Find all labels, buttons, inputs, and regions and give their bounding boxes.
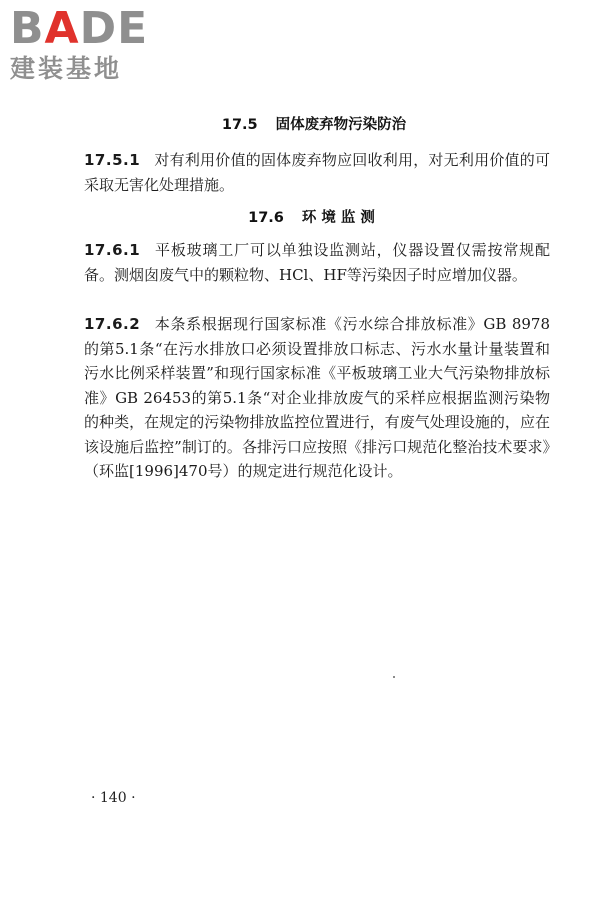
section-heading-17-6 (0, 206, 600, 227)
clause-number: 17.6.2 (84, 315, 141, 333)
section-number: 17.5 (221, 117, 258, 133)
page-number: · 140 · (91, 790, 136, 806)
logo-subtitle: 建装基地 (10, 54, 123, 83)
clause-text: 对有利用价值的固体废弃物应回收利用，对无利用价值的可采取无害化处理措施。 (84, 151, 550, 194)
clause-number: 17.5.1 (84, 151, 141, 169)
section-title: 环境监测 (301, 210, 380, 226)
logo-wordmark: BADE (10, 3, 149, 54)
clause-17-6-2 (84, 312, 550, 484)
clause-text: 平板玻璃工厂可以单独设监测站，仪器设置仅需按常规配备。测烟囱废气中的颗粒物、HCl、HF等污染因子时应增加仪器。 (84, 241, 550, 284)
bade-logo (10, 4, 180, 86)
section-heading-17-5 (0, 113, 600, 134)
section-number: 17.6 (248, 210, 284, 226)
section-title: 固体废弃物污染防治 (275, 117, 407, 133)
clause-text: 本条系根据现行国家标准《污水综合排放标准》GB 8978的第5.1条“在污水排放口必须设置排放口标志、污水水量计量装置和污水比例采样装置”和现行国家标准《平板玻璃工业大气污染物排放标准》GB 26453的第5.1条“对企业排放废气的采样应根据监测污染物的种类，在规定的污染物排放监控位置进行，有废气处理设施的，应在该设施后监控”制订的。各排污口应按照《排污口规范化整治技术要求》（环监[1996]470号）的规定进行规范化设计。 (84, 315, 550, 480)
clause-number: 17.6.1 (84, 241, 141, 259)
print-speck (393, 676, 395, 678)
clause-17-6-1 (84, 238, 550, 287)
clause-17-5-1 (84, 148, 550, 197)
